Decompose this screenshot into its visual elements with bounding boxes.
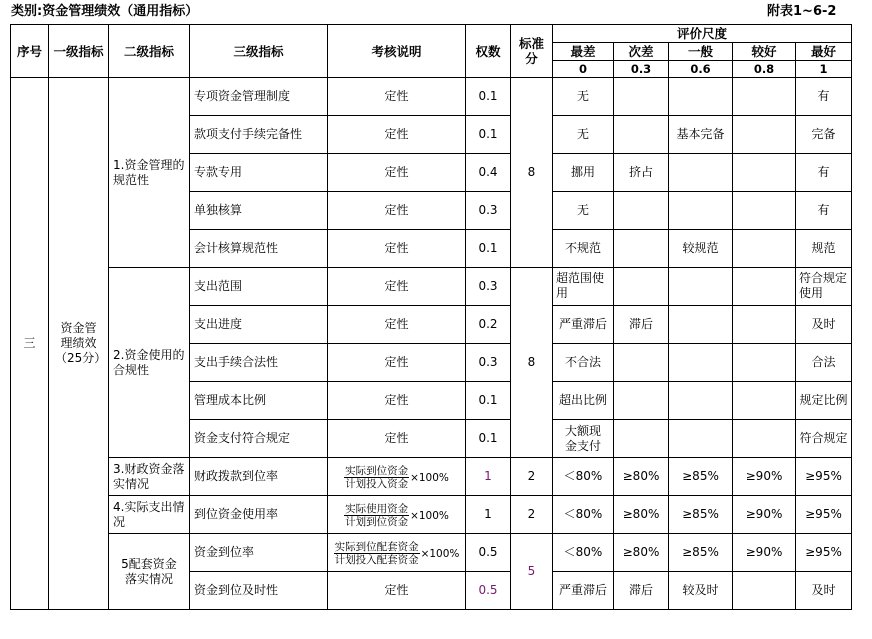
grade-value: 0.8: [733, 61, 796, 78]
grade-cell: 较及时: [669, 572, 733, 610]
formula-numerator: 实际到位配套资金: [334, 541, 419, 553]
grade-cell: [614, 344, 669, 382]
weight-cell: 0.2: [466, 306, 511, 344]
std-score-cell: 8: [511, 78, 553, 268]
desc-cell: 定性: [328, 268, 466, 306]
level3-cell: 财政拨款到位率: [190, 458, 328, 496]
grade-cell: [733, 382, 796, 420]
weight-cell: 0.1: [466, 420, 511, 458]
grade-cell: [733, 268, 796, 306]
grade-cell: ＜80%: [553, 534, 614, 572]
formula-denominator: 计划到位资金: [345, 516, 409, 528]
level2-cell: 4.实际支出情况: [109, 496, 190, 534]
grade-cell: ≥85%: [669, 534, 733, 572]
weight-cell: 0.1: [466, 382, 511, 420]
col-header-scale: 评价尺度: [553, 25, 852, 43]
table-category-title: 类别:资金管理绩效（通用指标）: [11, 4, 199, 19]
grade-cell: [669, 344, 733, 382]
grade-cell: [614, 382, 669, 420]
grade-cell: ＜80%: [553, 458, 614, 496]
grade-cell: [733, 230, 796, 268]
appendix-label: 附表1~6-2: [767, 4, 837, 19]
formula-multiplier: ×100%: [410, 509, 449, 522]
grade-cell: 挪用: [553, 154, 614, 192]
col-header-seq: 序号: [11, 25, 49, 78]
level3-cell: 支出范围: [190, 268, 328, 306]
grade-name: 一般: [669, 43, 733, 61]
grade-cell: [733, 420, 796, 458]
grade-cell: 基本完备: [669, 116, 733, 154]
desc-cell: 定性: [328, 230, 466, 268]
grade-cell: 不规范: [553, 230, 614, 268]
grade-cell: 严重滞后: [553, 572, 614, 610]
grade-cell: 规范: [796, 230, 852, 268]
desc-cell: 定性: [328, 572, 466, 610]
grade-cell: 挤占: [614, 154, 669, 192]
grade-name: 较好: [733, 43, 796, 61]
grade-cell: 超范围使用: [553, 268, 614, 306]
weight-cell: 0.5: [466, 572, 511, 610]
weight-cell: 1: [466, 458, 511, 496]
grade-cell: 滞后: [614, 572, 669, 610]
desc-cell: 定性: [328, 154, 466, 192]
grade-cell: 不合法: [553, 344, 614, 382]
grade-cell: [669, 306, 733, 344]
std-score-cell: 2: [511, 496, 553, 534]
formula-denominator: 计划投入配套资金: [334, 554, 419, 566]
level3-cell: 资金到位率: [190, 534, 328, 572]
grade-cell: ≥85%: [669, 496, 733, 534]
grade-value: 0: [553, 61, 614, 78]
evaluation-table: [10, 24, 852, 610]
grade-cell: [614, 420, 669, 458]
formula-multiplier: ×100%: [420, 547, 460, 560]
grade-cell: 滞后: [614, 306, 669, 344]
level3-cell: 专项资金管理制度: [190, 78, 328, 116]
grade-cell: 有: [796, 192, 852, 230]
grade-cell: 超出比例: [553, 382, 614, 420]
grade-cell: [614, 268, 669, 306]
weight-cell: 1: [466, 496, 511, 534]
weight-cell: 0.1: [466, 116, 511, 154]
grade-cell: [669, 382, 733, 420]
grade-cell: [614, 192, 669, 230]
grade-cell: 规定比例: [796, 382, 852, 420]
desc-cell: 定性: [328, 192, 466, 230]
col-header-desc: 考核说明: [328, 25, 466, 78]
col-header-level3: 三级指标: [190, 25, 328, 78]
grade-name: 最好: [796, 43, 852, 61]
desc-formula: [328, 534, 466, 572]
grade-cell: [733, 572, 796, 610]
level3-cell: 会计核算规范性: [190, 230, 328, 268]
formula-numerator: 实际到位资金: [345, 465, 409, 477]
level3-cell: 款项支付手续完备性: [190, 116, 328, 154]
level3-cell: 专款专用: [190, 154, 328, 192]
grade-cell: 完备: [796, 116, 852, 154]
level3-cell: 资金到位及时性: [190, 572, 328, 610]
desc-cell: 定性: [328, 382, 466, 420]
weight-cell: 0.1: [466, 78, 511, 116]
section-level1: 资金管理绩效（25分）: [49, 78, 109, 610]
grade-cell: ≥90%: [733, 458, 796, 496]
grade-cell: 符合规定使用: [796, 268, 852, 306]
grade-cell: [614, 116, 669, 154]
desc-cell: 定性: [328, 78, 466, 116]
grade-cell: [669, 78, 733, 116]
desc-cell: 定性: [328, 344, 466, 382]
weight-cell: 0.3: [466, 268, 511, 306]
grade-value: 0.6: [669, 61, 733, 78]
grade-cell: [733, 306, 796, 344]
grade-value: 1: [796, 61, 852, 78]
grade-cell: 较规范: [669, 230, 733, 268]
level2-cell: 2.资金使用的合规性: [109, 268, 190, 458]
level2-cell: 3.财政资金落实情况: [109, 458, 190, 496]
grade-cell: 无: [553, 192, 614, 230]
grade-cell: [733, 78, 796, 116]
grade-cell: [733, 192, 796, 230]
grade-cell: 及时: [796, 306, 852, 344]
desc-cell: 定性: [328, 306, 466, 344]
grade-value: 0.3: [614, 61, 669, 78]
grade-cell: [733, 116, 796, 154]
desc-formula: [328, 458, 466, 496]
grade-cell: ≥90%: [733, 534, 796, 572]
col-header-std: 标准分: [511, 25, 553, 78]
col-header-level2: 二级指标: [109, 25, 190, 78]
col-header-weight: 权数: [466, 25, 511, 78]
grade-cell: [669, 192, 733, 230]
grade-cell: ≥80%: [614, 534, 669, 572]
grade-cell: ≥90%: [733, 496, 796, 534]
level3-cell: 支出进度: [190, 306, 328, 344]
level3-cell: 单独核算: [190, 192, 328, 230]
grade-cell: 有: [796, 78, 852, 116]
grade-cell: ≥95%: [796, 534, 852, 572]
grade-cell: ≥95%: [796, 496, 852, 534]
formula-denominator: 计划投入资金: [345, 478, 409, 490]
level2-cell: 5配套资金落实情况: [109, 534, 190, 610]
grade-cell: ≥95%: [796, 458, 852, 496]
grade-name: 次差: [614, 43, 669, 61]
desc-formula: [328, 496, 466, 534]
grade-cell: [733, 344, 796, 382]
grade-cell: ≥80%: [614, 458, 669, 496]
level3-cell: 支出手续合法性: [190, 344, 328, 382]
std-score-cell: 2: [511, 458, 553, 496]
level3-cell: 资金支付符合规定: [190, 420, 328, 458]
grade-cell: [669, 154, 733, 192]
grade-cell: [669, 268, 733, 306]
grade-cell: 无: [553, 116, 614, 154]
grade-cell: 严重滞后: [553, 306, 614, 344]
grade-cell: 及时: [796, 572, 852, 610]
formula-multiplier: ×100%: [410, 471, 449, 484]
std-score-cell: 8: [511, 268, 553, 458]
grade-cell: 大额现金支付: [553, 420, 614, 458]
weight-cell: 0.1: [466, 230, 511, 268]
level3-cell: 管理成本比例: [190, 382, 328, 420]
grade-cell: ≥85%: [669, 458, 733, 496]
grade-cell: [669, 420, 733, 458]
level2-cell: 1.资金管理的规范性: [109, 78, 190, 268]
grade-cell: [733, 154, 796, 192]
grade-name: 最差: [553, 43, 614, 61]
grade-cell: [614, 230, 669, 268]
weight-cell: 0.4: [466, 154, 511, 192]
grade-cell: 有: [796, 154, 852, 192]
section-seq: 三: [11, 78, 49, 610]
level3-cell: 到位资金使用率: [190, 496, 328, 534]
weight-cell: 0.5: [466, 534, 511, 572]
desc-cell: 定性: [328, 420, 466, 458]
grade-cell: ≥80%: [614, 496, 669, 534]
desc-cell: 定性: [328, 116, 466, 154]
std-score-cell: 5: [511, 534, 553, 610]
weight-cell: 0.3: [466, 192, 511, 230]
grade-cell: 符合规定: [796, 420, 852, 458]
weight-cell: 0.3: [466, 344, 511, 382]
grade-cell: ＜80%: [553, 496, 614, 534]
grade-cell: 合法: [796, 344, 852, 382]
grade-cell: 无: [553, 78, 614, 116]
grade-cell: [614, 78, 669, 116]
formula-numerator: 实际使用资金: [345, 503, 409, 515]
col-header-level1: 一级指标: [49, 25, 109, 78]
